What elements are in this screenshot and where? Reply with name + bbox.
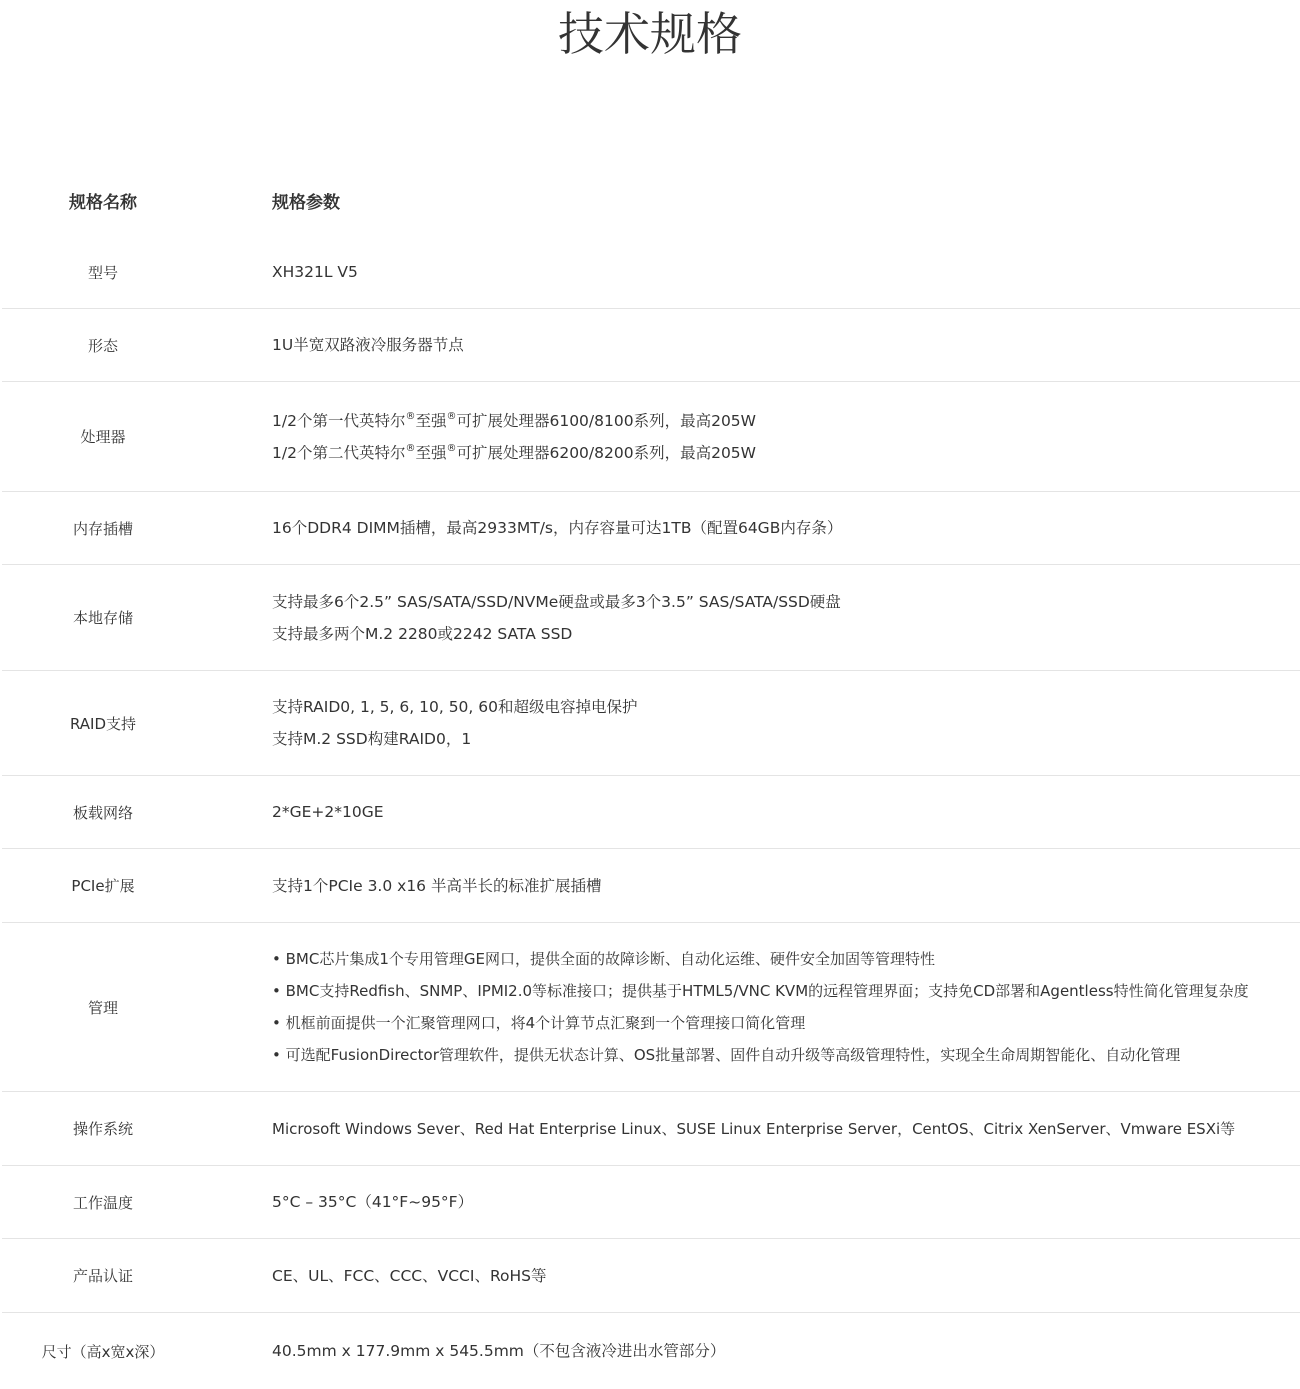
table-row (2, 309, 1300, 382)
bullet-icon: • (272, 1014, 281, 1032)
bullet-item (272, 1007, 1300, 1039)
bullet-item (272, 975, 1300, 1007)
spec-name: 型号 (87, 263, 118, 282)
spec-value (204, 329, 1300, 361)
table-header (2, 164, 1300, 236)
bullet-item (272, 1039, 1300, 1071)
header-spec-name: 规格名称 (69, 192, 137, 213)
spec-value-line: Microsoft Windows Sever、Red Hat Enterprise Linux、SUSE Linux Enterprise Server，CentOS、Citrix XenServer、Vmware ESXi等 (272, 1119, 1236, 1138)
text-part: 1/2个第二代英特尔 (272, 443, 406, 462)
spec-value-line: XH321L V5 (272, 263, 358, 281)
registered-mark: ® (405, 410, 416, 422)
table-row (2, 776, 1300, 849)
table-row (2, 236, 1300, 309)
bullet-icon: • (272, 982, 281, 1000)
text-part: 至强 (415, 443, 447, 462)
bullet-item (272, 943, 1300, 975)
registered-mark: ® (446, 410, 457, 422)
bullet-text: BMC芯片集成1个专用管理GE网口，提供全面的故障诊断、自动化运维、硬件安全加固等管理特性 (285, 950, 935, 968)
spec-name: 操作系统 (72, 1120, 133, 1138)
spec-table (2, 164, 1300, 1389)
spec-value (204, 1113, 1300, 1145)
text-part: 可扩展处理器6200/8200系列，最高205W (456, 443, 756, 462)
spec-value (204, 405, 1300, 469)
spec-value-line: 支持RAID0, 1, 5, 6, 10, 50, 60和超级电容掉电保护 (272, 698, 638, 716)
table-row (2, 1239, 1300, 1313)
spec-value-line: 1U半宽双路液冷服务器节点 (272, 336, 464, 354)
spec-value-line: 支持最多两个M.2 2280或2242 SATA SSD (272, 624, 573, 643)
table-row (2, 565, 1300, 671)
table-row (2, 923, 1300, 1092)
spec-value-line: 40.5mm x 177.9mm x 545.5mm（不包含液冷进出水管部分） (272, 1342, 726, 1360)
spec-value-line (272, 437, 1300, 469)
spec-value (204, 691, 1300, 755)
bullet-icon: • (272, 950, 281, 968)
text-part: 1/2个第一代英特尔 (272, 411, 406, 430)
registered-mark: ® (446, 442, 457, 454)
header-spec-value: 规格参数 (272, 192, 340, 213)
bullet-icon: • (272, 1046, 281, 1064)
spec-name: 形态 (87, 336, 118, 355)
spec-value (204, 870, 1300, 902)
spec-name: 本地存储 (72, 609, 133, 627)
text-part: 至强 (415, 411, 447, 430)
registered-mark: ® (405, 442, 416, 454)
spec-value-line (272, 405, 1300, 437)
spec-value (204, 586, 1300, 650)
bullet-text: 可选配FusionDirector管理软件，提供无状态计算、OS批量部署、固件自动升级等高级管理特性，实现全生命周期智能化、自动化管理 (285, 1046, 1181, 1064)
spec-name: 板载网络 (72, 803, 133, 822)
text-part: 可扩展处理器6100/8100系列，最高205W (456, 411, 756, 430)
table-row (2, 1092, 1300, 1166)
table-row (2, 1166, 1300, 1239)
table-row (2, 1313, 1300, 1389)
table-row (2, 849, 1300, 923)
spec-name: PCIe扩展 (71, 877, 135, 895)
bullet-text: 机框前面提供一个汇聚管理网口，将4个计算节点汇聚到一个管理接口简化管理 (285, 1014, 806, 1032)
spec-name: 产品认证 (72, 1267, 133, 1285)
spec-value-line: 16个DDR4 DIMM插槽，最高2933MT/s，内存容量可达1TB（配置64GB内存条） (272, 519, 843, 537)
spec-value-line: 支持最多6个2.5” SAS/SATA/SSD/NVMe硬盘或最多3个3.5” SAS/SATA/SSD硬盘 (272, 592, 841, 611)
spec-name: 尺寸（高x宽x深） (41, 1342, 165, 1361)
spec-name: RAID支持 (69, 714, 137, 733)
spec-value-line: 5°C – 35°C（41°F~95°F） (272, 1193, 474, 1211)
spec-name: 内存插槽 (72, 519, 133, 538)
page-title: 技术规格 (558, 7, 742, 61)
spec-value-line: 2*GE+2*10GE (272, 803, 384, 821)
spec-value (204, 256, 1300, 288)
spec-value (204, 796, 1300, 828)
spec-value (204, 943, 1300, 1071)
spec-value-line: 支持M.2 SSD构建RAID0，1 (272, 730, 472, 748)
spec-value (204, 1260, 1300, 1292)
table-row (2, 382, 1300, 492)
spec-name: 管理 (87, 998, 118, 1017)
bullet-text: BMC支持Redfish、SNMP、IPMI2.0等标准接口；提供基于HTML5/VNC KVM的远程管理界面；支持免CD部署和Agentless特性简化管理复杂度 (285, 982, 1249, 1000)
spec-name: 工作温度 (72, 1193, 133, 1212)
spec-name: 处理器 (80, 428, 126, 446)
spec-value (204, 1335, 1300, 1367)
spec-value-line: 支持1个PCIe 3.0 x16 半高半长的标准扩展插槽 (272, 876, 602, 895)
spec-value-line: CE、UL、FCC、CCC、VCCI、RoHS等 (272, 1266, 547, 1285)
table-row (2, 671, 1300, 776)
table-row (2, 492, 1300, 565)
spec-value (204, 1186, 1300, 1218)
spec-value (204, 512, 1300, 544)
